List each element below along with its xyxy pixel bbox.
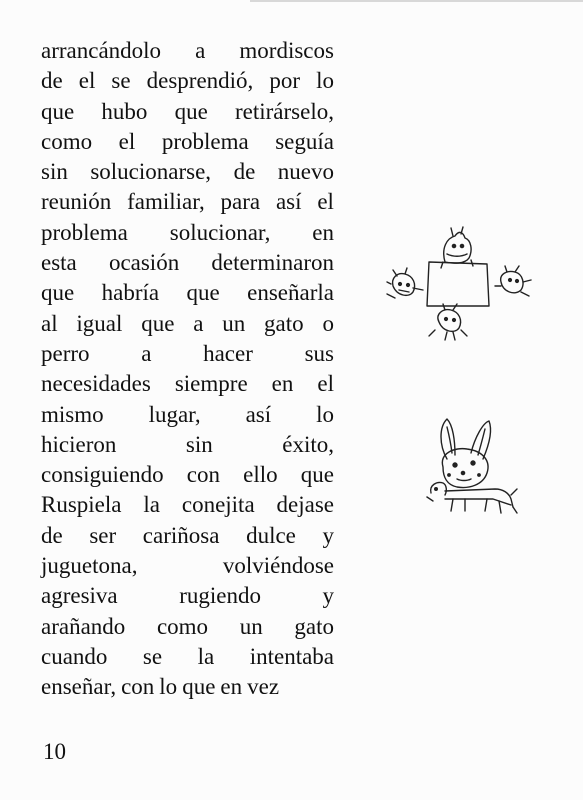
word: que: [174, 98, 208, 124]
word: así: [245, 401, 272, 427]
word: que: [186, 280, 220, 306]
word: mismo: [41, 401, 104, 427]
word: reunión: [41, 189, 112, 215]
word: desprendió,: [146, 68, 254, 94]
word: a: [141, 340, 152, 366]
word: con: [121, 674, 155, 700]
word: lo: [316, 68, 334, 94]
text-line: [41, 642, 334, 672]
word: que: [41, 280, 75, 306]
word: solucionarse,: [90, 159, 212, 185]
word: cuando: [41, 643, 108, 669]
word: por: [269, 68, 301, 94]
text-line: [41, 521, 334, 551]
text-line: [41, 400, 334, 430]
word: se: [111, 68, 131, 94]
text-line: [41, 369, 334, 399]
word: agresiva: [41, 583, 118, 609]
word: enseñarla: [247, 280, 334, 306]
word: sus: [304, 340, 334, 366]
word: volviéndose: [222, 553, 334, 579]
word: un: [239, 613, 263, 639]
family-meeting-drawing: [383, 226, 533, 356]
word: conejita: [181, 492, 255, 518]
word: necesidades: [41, 371, 151, 397]
word: dejase: [276, 492, 334, 518]
text-line: [41, 187, 334, 217]
word: habría: [101, 280, 160, 306]
bunny-and-dog-drawing: [425, 415, 520, 520]
word: esta: [41, 250, 77, 276]
word: perro: [41, 340, 90, 366]
word: o: [322, 310, 334, 336]
text-line: [41, 430, 334, 460]
word: lo: [159, 674, 178, 700]
word: nuevo: [277, 159, 334, 185]
word: y: [322, 583, 334, 609]
word: que: [300, 462, 334, 488]
word: en: [220, 674, 243, 700]
word: gato: [294, 613, 334, 639]
text-line: [41, 127, 334, 157]
word: determinaron: [211, 250, 334, 276]
text-line: [41, 672, 334, 702]
word: arrancándolo: [41, 38, 162, 63]
word: el: [317, 189, 334, 215]
text-line: [41, 97, 334, 127]
word: lo: [316, 401, 334, 427]
word: como: [156, 613, 209, 639]
word: para: [220, 189, 261, 215]
word: la: [197, 643, 215, 669]
word: juguetona,: [41, 553, 138, 579]
word: mordiscos: [239, 38, 334, 63]
word: un: [222, 310, 246, 336]
text-line: [41, 581, 334, 611]
word: hacer: [203, 340, 253, 366]
word: intentaba: [249, 643, 334, 669]
word: así: [275, 189, 302, 215]
word: de: [41, 522, 63, 548]
word: solucionar,: [169, 219, 271, 245]
text-line: [41, 278, 334, 308]
text-line: [41, 218, 334, 248]
word: sin: [41, 159, 68, 185]
word: el: [118, 128, 136, 154]
word: ocasión: [108, 250, 180, 276]
word: con: [186, 462, 220, 488]
word: retirárselo,: [235, 98, 334, 124]
text-line: [41, 339, 334, 369]
text-line: [41, 248, 334, 278]
word: el: [317, 371, 334, 397]
word: vez: [247, 674, 280, 700]
word: de: [41, 68, 63, 94]
word: ser: [89, 522, 117, 548]
word: sin: [185, 431, 213, 457]
text-line: [41, 612, 334, 642]
word: lugar,: [148, 401, 201, 427]
word: que: [182, 674, 216, 700]
word: éxito,: [282, 431, 334, 457]
word: a: [195, 38, 206, 63]
word: gato: [264, 310, 304, 336]
word: arañando: [41, 613, 126, 639]
word: el: [78, 68, 96, 94]
text-line: [41, 157, 334, 187]
word: igual: [76, 310, 123, 336]
text-line: [41, 460, 334, 490]
word: que: [41, 98, 75, 124]
word: enseñar,: [41, 674, 117, 700]
page-number: 10: [43, 739, 66, 764]
word: ello: [243, 462, 278, 488]
text-line: [41, 490, 334, 520]
word: en: [312, 219, 334, 245]
word: familiar,: [127, 189, 205, 215]
word: que: [141, 310, 175, 336]
text-line: [41, 309, 334, 339]
word: consiguiendo: [41, 462, 164, 488]
word: problema: [161, 128, 249, 154]
word: cariñosa: [142, 522, 220, 548]
text-line: [41, 551, 334, 581]
word: se: [142, 643, 163, 669]
word: Ruspiela: [41, 492, 122, 518]
word: y: [322, 522, 334, 548]
word: seguía: [275, 128, 334, 154]
word: en: [271, 371, 294, 397]
text-line: [41, 36, 334, 66]
body-text: [41, 36, 334, 703]
word: hicieron: [41, 431, 117, 457]
word: rugiendo: [179, 583, 261, 609]
word: siempre: [174, 371, 248, 397]
word: como: [41, 128, 93, 154]
word: dulce: [246, 522, 296, 548]
word: la: [143, 492, 160, 518]
word: hubo: [101, 98, 148, 124]
text-line: [41, 66, 334, 96]
word: al: [41, 310, 58, 336]
page-top-edge: [250, 0, 583, 2]
word: a: [193, 310, 204, 336]
word: problema: [41, 219, 128, 245]
word: de: [233, 159, 256, 185]
